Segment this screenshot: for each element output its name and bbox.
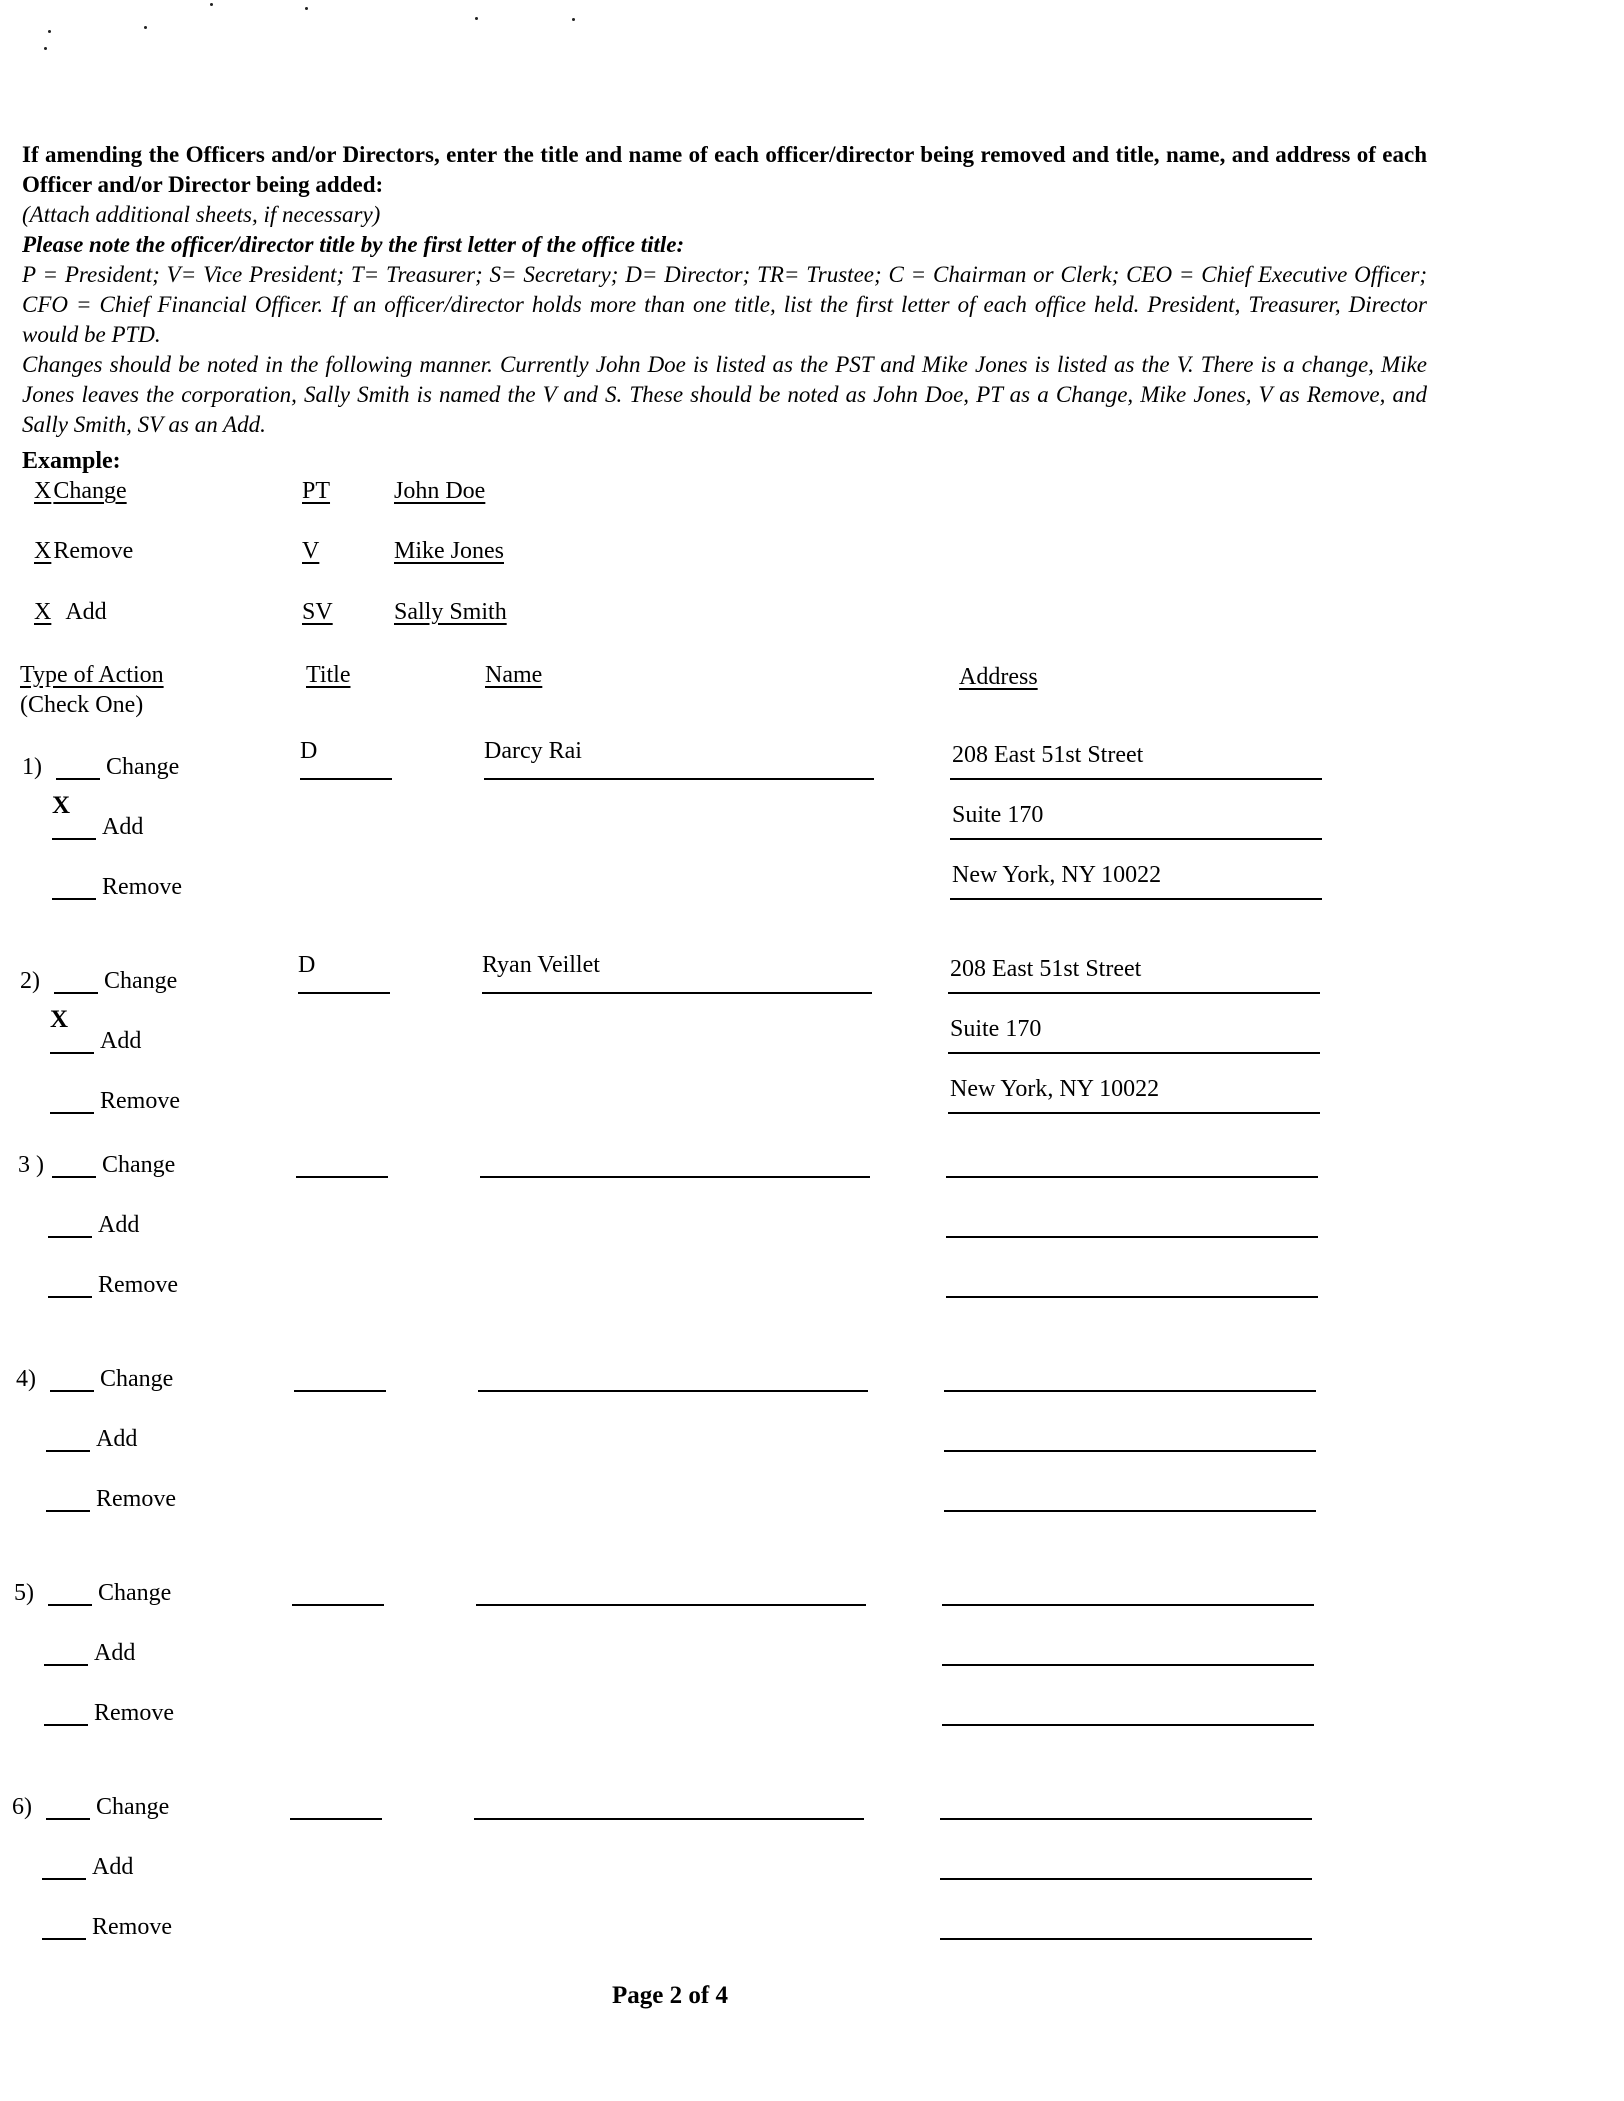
page-number: Page 2 of 4	[612, 1982, 728, 2009]
entry-change-label: Change	[104, 968, 178, 994]
entry-address-field[interactable]	[950, 838, 1322, 840]
entry-address-field[interactable]	[944, 1450, 1316, 1452]
entry-number: 5)	[14, 1580, 34, 1606]
entry-title-value: D	[300, 738, 318, 764]
header-name: Name	[485, 662, 543, 688]
entry-add-checkbox-line[interactable]	[44, 1664, 88, 1666]
entry-name-value: Ryan Veillet	[482, 952, 600, 978]
example-label: Example:	[22, 448, 121, 474]
entry-address-field[interactable]	[946, 1296, 1318, 1298]
entry-number: 2)	[20, 968, 40, 994]
example-title: SV	[302, 599, 333, 625]
entry-remove-checkbox-line[interactable]	[50, 1112, 94, 1114]
scan-speck	[210, 3, 213, 6]
entry-change-checkbox-line[interactable]	[56, 778, 100, 780]
entry-title-field[interactable]	[298, 992, 390, 994]
entry-address-line: New York, NY 10022	[952, 862, 1162, 888]
entry-add-label: Add	[96, 1426, 138, 1452]
entry-remove-checkbox-line[interactable]	[44, 1724, 88, 1726]
entry-address-line: Suite 170	[952, 802, 1044, 828]
changes-note: Changes should be noted in the following manner. Currently John Doe is listed as the PST and Mike Jones is listed as the V. There is a change, Mike Jones leaves the corporation, Sally Smith is named the V and S. These should be noted as John Doe, PT as a Change, Mike Jones, V as Remove, and Sally Smith, SV as an Add.	[22, 352, 1427, 437]
entry-check-mark: X	[52, 792, 71, 819]
entry-remove-checkbox-line[interactable]	[52, 898, 96, 900]
entry-number: 3 )	[18, 1152, 44, 1178]
entry-address-field[interactable]	[940, 1878, 1312, 1880]
entry-name-field[interactable]	[478, 1390, 868, 1392]
entry-address-field[interactable]	[948, 1112, 1320, 1114]
example-check-mark: X	[34, 538, 52, 564]
entry-address-field[interactable]	[948, 1052, 1320, 1054]
example-action-label: Remove	[53, 538, 134, 564]
entry-add-checkbox-line[interactable]	[50, 1052, 94, 1054]
entry-name-field[interactable]	[484, 778, 874, 780]
example-name: John Doe	[394, 478, 486, 504]
header-title: Title	[306, 662, 351, 688]
entry-add-label: Add	[102, 814, 144, 840]
entry-title-value: D	[298, 952, 316, 978]
entry-name-value: Darcy Rai	[484, 738, 582, 764]
instructions-heading: If amending the Officers and/or Directors, enter the title and name of each officer/director being removed and title, name, and address of each Officer and/or Director being added:	[22, 142, 1427, 197]
example-action	[34, 478, 127, 505]
entry-add-label: Add	[100, 1028, 142, 1054]
entry-name-field[interactable]	[474, 1818, 864, 1820]
entry-change-checkbox-line[interactable]	[52, 1176, 96, 1178]
entry-change-label: Change	[98, 1580, 172, 1606]
entry-change-label: Change	[106, 754, 180, 780]
entry-remove-label: Remove	[96, 1486, 176, 1512]
example-check-mark: X	[34, 478, 52, 504]
header-address: Address	[959, 664, 1038, 690]
entry-name-field[interactable]	[480, 1176, 870, 1178]
entry-remove-label: Remove	[102, 874, 182, 900]
entry-address-field[interactable]	[946, 1176, 1318, 1178]
entry-number: 4)	[16, 1366, 36, 1392]
entry-name-field[interactable]	[482, 992, 872, 994]
entry-remove-checkbox-line[interactable]	[46, 1510, 90, 1512]
entry-change-label: Change	[100, 1366, 174, 1392]
entry-number: 1)	[22, 754, 42, 780]
entry-change-checkbox-line[interactable]	[54, 992, 98, 994]
instructions-block	[22, 140, 1427, 440]
attach-note: (Attach additional sheets, if necessary)	[22, 202, 381, 227]
entry-remove-label: Remove	[92, 1914, 172, 1940]
entry-remove-checkbox-line[interactable]	[48, 1296, 92, 1298]
entry-remove-label: Remove	[94, 1700, 174, 1726]
entry-name-field[interactable]	[476, 1604, 866, 1606]
entry-address-field[interactable]	[940, 1938, 1312, 1940]
entry-address-field[interactable]	[944, 1510, 1316, 1512]
example-action	[34, 538, 133, 565]
entry-address-line: 208 East 51st Street	[952, 742, 1144, 768]
entry-add-checkbox-line[interactable]	[48, 1236, 92, 1238]
entry-number: 6)	[12, 1794, 32, 1820]
entry-address-field[interactable]	[942, 1664, 1314, 1666]
scan-speck	[48, 30, 51, 33]
entry-add-checkbox-line[interactable]	[52, 838, 96, 840]
entry-address-field[interactable]	[950, 778, 1322, 780]
entry-add-label: Add	[98, 1212, 140, 1238]
entry-change-checkbox-line[interactable]	[46, 1818, 90, 1820]
example-name: Mike Jones	[394, 538, 504, 564]
entry-change-checkbox-line[interactable]	[50, 1390, 94, 1392]
entry-remove-label: Remove	[98, 1272, 178, 1298]
entry-address-field[interactable]	[946, 1236, 1318, 1238]
example-title: V	[302, 538, 320, 564]
header-check-one: (Check One)	[20, 692, 144, 718]
entry-add-checkbox-line[interactable]	[46, 1450, 90, 1452]
entry-address-field[interactable]	[950, 898, 1322, 900]
entry-add-label: Add	[92, 1854, 134, 1880]
header-type-of-action: Type of Action	[20, 662, 164, 688]
entry-change-checkbox-line[interactable]	[48, 1604, 92, 1606]
entry-remove-label: Remove	[100, 1088, 180, 1114]
example-name: Sally Smith	[394, 599, 507, 625]
entry-remove-checkbox-line[interactable]	[42, 1938, 86, 1940]
entry-address-field[interactable]	[948, 992, 1320, 994]
entry-address-line: New York, NY 10022	[950, 1076, 1160, 1102]
scan-speck	[44, 47, 47, 50]
entry-title-field[interactable]	[300, 778, 392, 780]
entry-add-label: Add	[94, 1640, 136, 1666]
title-note: Please note the officer/director title by the first letter of the office title:	[22, 232, 685, 257]
scan-speck	[572, 18, 575, 21]
entry-address-field[interactable]	[942, 1604, 1314, 1606]
entry-address-line: 208 East 51st Street	[950, 956, 1142, 982]
example-action-label: Add	[65, 599, 107, 625]
entry-address-field[interactable]	[942, 1724, 1314, 1726]
abbreviations-note: P = President; V= Vice President; T= Treasurer; S= Secretary; D= Director; TR= Trustee; C = Chairman or Clerk; CEO = Chief Executive Officer; CFO = Chief Financial Officer. If an officer/director holds more than one title, list the first letter of each office held. President, Treasurer, Director would be PTD.	[22, 262, 1427, 347]
entry-address-line: Suite 170	[950, 1016, 1042, 1042]
entry-title-field[interactable]	[290, 1818, 382, 1820]
entry-title-field[interactable]	[296, 1176, 388, 1178]
entry-change-label: Change	[102, 1152, 176, 1178]
entry-check-mark: X	[50, 1006, 69, 1033]
entry-address-field[interactable]	[940, 1818, 1312, 1820]
entry-title-field[interactable]	[292, 1604, 384, 1606]
example-check-mark: X	[34, 599, 52, 625]
entry-change-label: Change	[96, 1794, 170, 1820]
scan-speck	[305, 7, 308, 10]
entry-address-field[interactable]	[944, 1390, 1316, 1392]
example-title: PT	[302, 478, 331, 504]
scan-speck	[475, 17, 478, 20]
entry-add-checkbox-line[interactable]	[42, 1878, 86, 1880]
example-action	[34, 599, 107, 626]
example-action-label: Change	[53, 478, 127, 504]
scan-speck	[144, 26, 147, 29]
entry-title-field[interactable]	[294, 1390, 386, 1392]
